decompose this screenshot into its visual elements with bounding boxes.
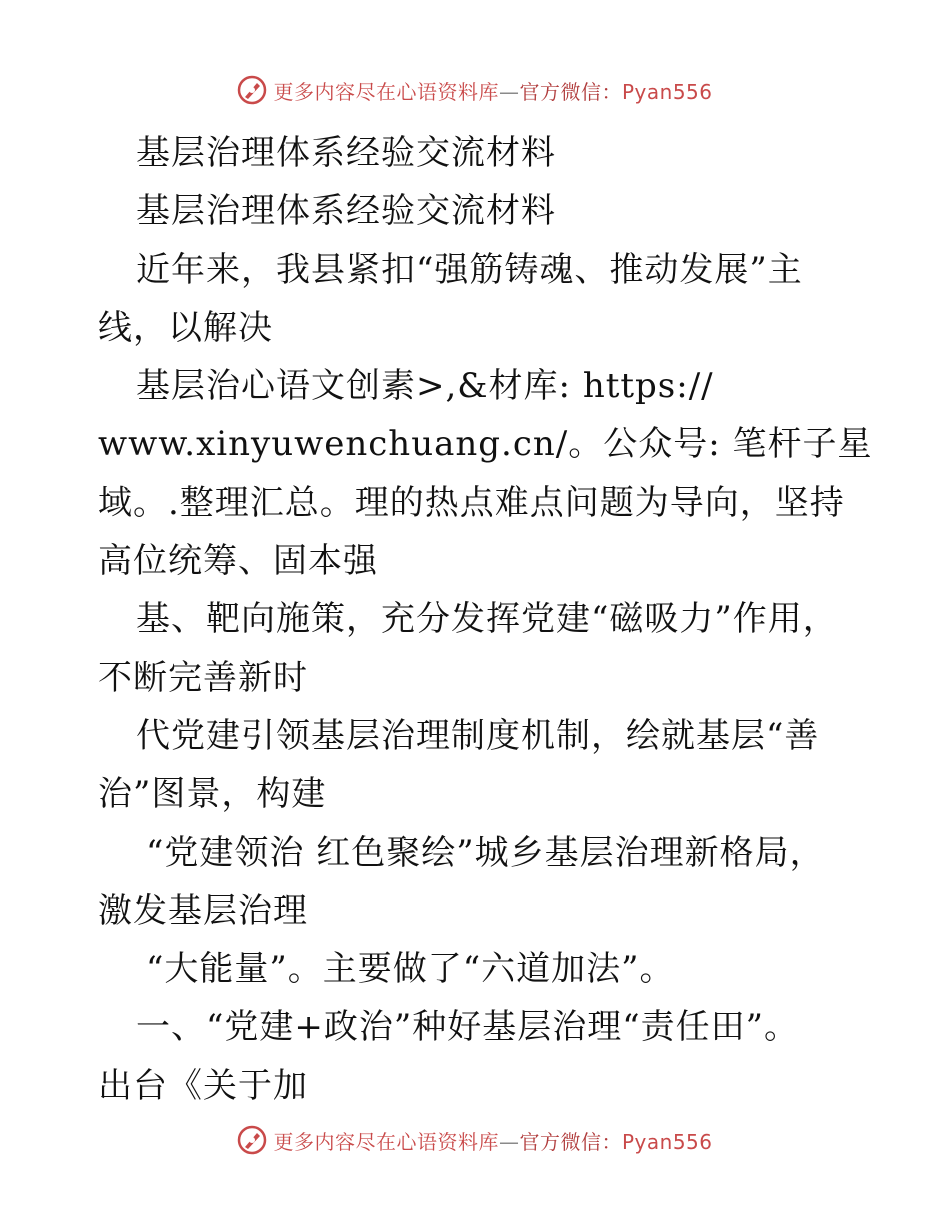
paragraph-line: 近年来，我县紧扣“强筋铸魂、推动发展”主 [136, 249, 803, 290]
document-title: 基层治理体系经验交流材料 [136, 133, 556, 173]
section-heading-line: 一、“党建+政治”种好基层治理“责任田”。 [136, 1007, 800, 1048]
banner-main-text: 更多内容尽在心语资料库 [273, 79, 499, 104]
paragraph-line: 激发基层治理 [98, 890, 308, 931]
banner-handle: Pyan556 [621, 1129, 713, 1154]
paragraph-line: 代党建引领基层治理制度机制，绘就基层“善 [136, 715, 820, 756]
paragraph-line: 不断完善新时 [98, 657, 308, 698]
paragraph-line: 基、靶向施策，充分发挥党建“磁吸力”作用， [136, 599, 838, 640]
pen-logo-icon [237, 1125, 267, 1155]
footer-banner [0, 1120, 950, 1160]
paragraph-line: 治”图景，构建 [98, 774, 327, 815]
document-body [98, 124, 873, 1115]
paragraph-line: 出台《关于加 [98, 1065, 308, 1106]
paragraph-line: 高位统筹、固本强 [98, 541, 378, 582]
paragraph-line: www.xinyuwenchuang.cn/。公众号: 笔杆子星 [98, 424, 873, 465]
paragraph-line: “党建领治 红色聚绘”城乡基层治理新格局， [146, 832, 825, 873]
paragraph-line: 基层治心语文创素>,&材库: https:// [136, 366, 714, 407]
banner-text [273, 76, 712, 105]
paragraph-line: 域。.整理汇总。理的热点难点问题为导向，坚持 [98, 482, 845, 523]
banner-text [273, 1126, 712, 1155]
banner-handle: Pyan556 [621, 79, 713, 104]
document-subtitle: 基层治理体系经验交流材料 [136, 191, 556, 232]
banner-separator: — [498, 79, 520, 104]
banner-main-text: 更多内容尽在心语资料库 [273, 1129, 499, 1154]
paragraph-line: 线，以解决 [98, 307, 273, 348]
banner-separator: — [498, 1129, 520, 1154]
banner-label: 官方微信： [519, 79, 622, 104]
paragraph-line: “大能量”。主要做了“六道加法”。 [146, 949, 675, 990]
header-banner [0, 70, 950, 110]
banner-label: 官方微信： [519, 1129, 622, 1154]
pen-logo-icon [237, 75, 267, 105]
